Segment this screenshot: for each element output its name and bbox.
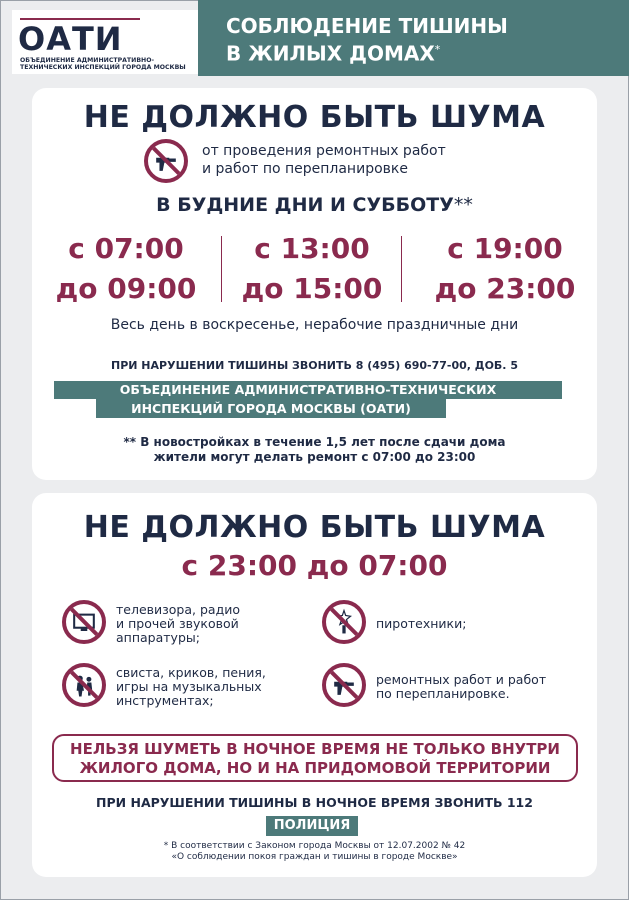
- time-slot-3: [420, 229, 590, 309]
- org-band-line-2: ИНСПЕКЦИЙ ГОРОДА МОСКВЫ (ОАТИ): [96, 399, 446, 418]
- singing-line-1: свиста, криков, пения,: [116, 665, 266, 680]
- slot-divider-2: [401, 236, 402, 302]
- singing-item-text: [116, 666, 266, 708]
- night-time-range: с 23:00 до 07:00: [181, 549, 448, 582]
- night-warning-box: [52, 734, 578, 782]
- logo: [12, 10, 198, 74]
- weekdays-heading: [32, 194, 597, 216]
- tv-line-3: аппаратуры;: [116, 630, 200, 645]
- newbuild-line-1: ** В новостройках в течение 1,5 лет после сдачи дома: [123, 435, 506, 449]
- org-band-line-1: ОБЪЕДИНЕНИЕ АДМИНИСТРАТИВНО-ТЕХНИЧЕСКИХ: [54, 381, 562, 399]
- tv-line-1: телевизора, радио: [116, 602, 240, 617]
- drill-ban-icon: [144, 139, 188, 183]
- warning-line-2: ЖИЛОГО ДОМА, НО И НА ПРИДОМОВОЙ ТЕРРИТОРИИ: [79, 759, 551, 777]
- police-badge: ПОЛИЦИЯ: [266, 816, 358, 836]
- repair-line-1: от проведения ремонтных работ: [202, 143, 446, 159]
- singing-line-2: игры на музыкальных: [116, 679, 262, 694]
- night-call-line: ПРИ НАРУШЕНИИ ТИШИНЫ В НОЧНОЕ ВРЕМЯ ЗВОНИТЬ 112: [96, 795, 533, 810]
- footnote-line-1: * В соответствии с Законом города Москвы от 12.07.2002 № 42: [163, 841, 466, 851]
- logo-text: ОАТИ: [18, 20, 123, 58]
- repair-item-text: [376, 673, 546, 701]
- night-heading: НЕ ДОЛЖНО БЫТЬ ШУМА: [83, 510, 546, 545]
- newbuild-note: [32, 435, 597, 465]
- fireworks-ban-icon: [322, 600, 366, 644]
- day-call-line: ПРИ НАРУШЕНИИ ТИШИНЫ ЗВОНИТЬ 8 (495) 690-77-00, ДОБ. 5: [111, 359, 518, 372]
- title-footnote-mark: *: [434, 43, 441, 56]
- slot-2-from: с 13:00: [254, 232, 370, 265]
- newbuild-line-2: жители могут делать ремонт с 07:00 до 23:00: [153, 450, 476, 464]
- slot-1-from: с 07:00: [68, 232, 184, 265]
- drill-ban-icon: [322, 663, 366, 707]
- repair-line-2: и работ по перепланировке: [202, 161, 408, 177]
- day-heading: НЕ ДОЛЖНО БЫТЬ ШУМА: [83, 100, 546, 135]
- title-line-1: СОБЛЮДЕНИЕ ТИШИНЫ: [226, 14, 508, 38]
- page-title: [226, 14, 508, 66]
- warning-line-1: НЕЛЬЗЯ ШУМЕТЬ В НОЧНОЕ ВРЕМЯ НЕ ТОЛЬКО ВНУТРИ: [70, 740, 560, 758]
- fireworks-item-text: пиротехники;: [376, 616, 467, 631]
- law-footnote: [32, 841, 597, 863]
- footnote-line-2: «О соблюдении покоя граждан и тишины в городе Москве»: [171, 852, 458, 862]
- title-line-2: В ЖИЛЫХ ДОМАХ: [226, 41, 435, 66]
- logo-subtitle: ОБЪЕДИНЕНИЕ АДМИНИСТРАТИВНО-ТЕХНИЧЕСКИХ ИНСПЕКЦИЙ ГОРОДА МОСКВЫ: [20, 57, 186, 71]
- tv-item-text: [116, 603, 240, 645]
- weekdays-footnote-mark: **: [453, 194, 473, 216]
- repair-item-line-1: ремонтных работ и работ: [376, 672, 547, 687]
- slot-3-from: с 19:00: [447, 232, 563, 265]
- repair-works-text: [202, 142, 446, 178]
- header-band: [198, 0, 629, 76]
- tv-line-2: и прочей звуковой: [116, 616, 239, 631]
- singing-ban-icon: [62, 663, 106, 707]
- all-day-note: Весь день в воскресенье, нерабочие праздничные дни: [110, 317, 519, 333]
- repair-item-line-2: по перепланировке.: [376, 686, 510, 701]
- weekdays-heading-text: В БУДНИЕ ДНИ И СУББОТУ: [156, 194, 454, 216]
- day-rules-card: [32, 88, 597, 480]
- time-slot-2: [232, 229, 392, 309]
- slot-2-to: до 15:00: [241, 272, 383, 305]
- singing-line-3: инструментах;: [116, 693, 214, 708]
- night-rules-card: [32, 493, 597, 877]
- slot-divider-1: [221, 236, 222, 302]
- tv-ban-icon: [62, 600, 106, 644]
- slot-3-to: до 23:00: [434, 272, 576, 305]
- time-slot-1: [46, 229, 206, 309]
- slot-1-to: до 09:00: [55, 272, 197, 305]
